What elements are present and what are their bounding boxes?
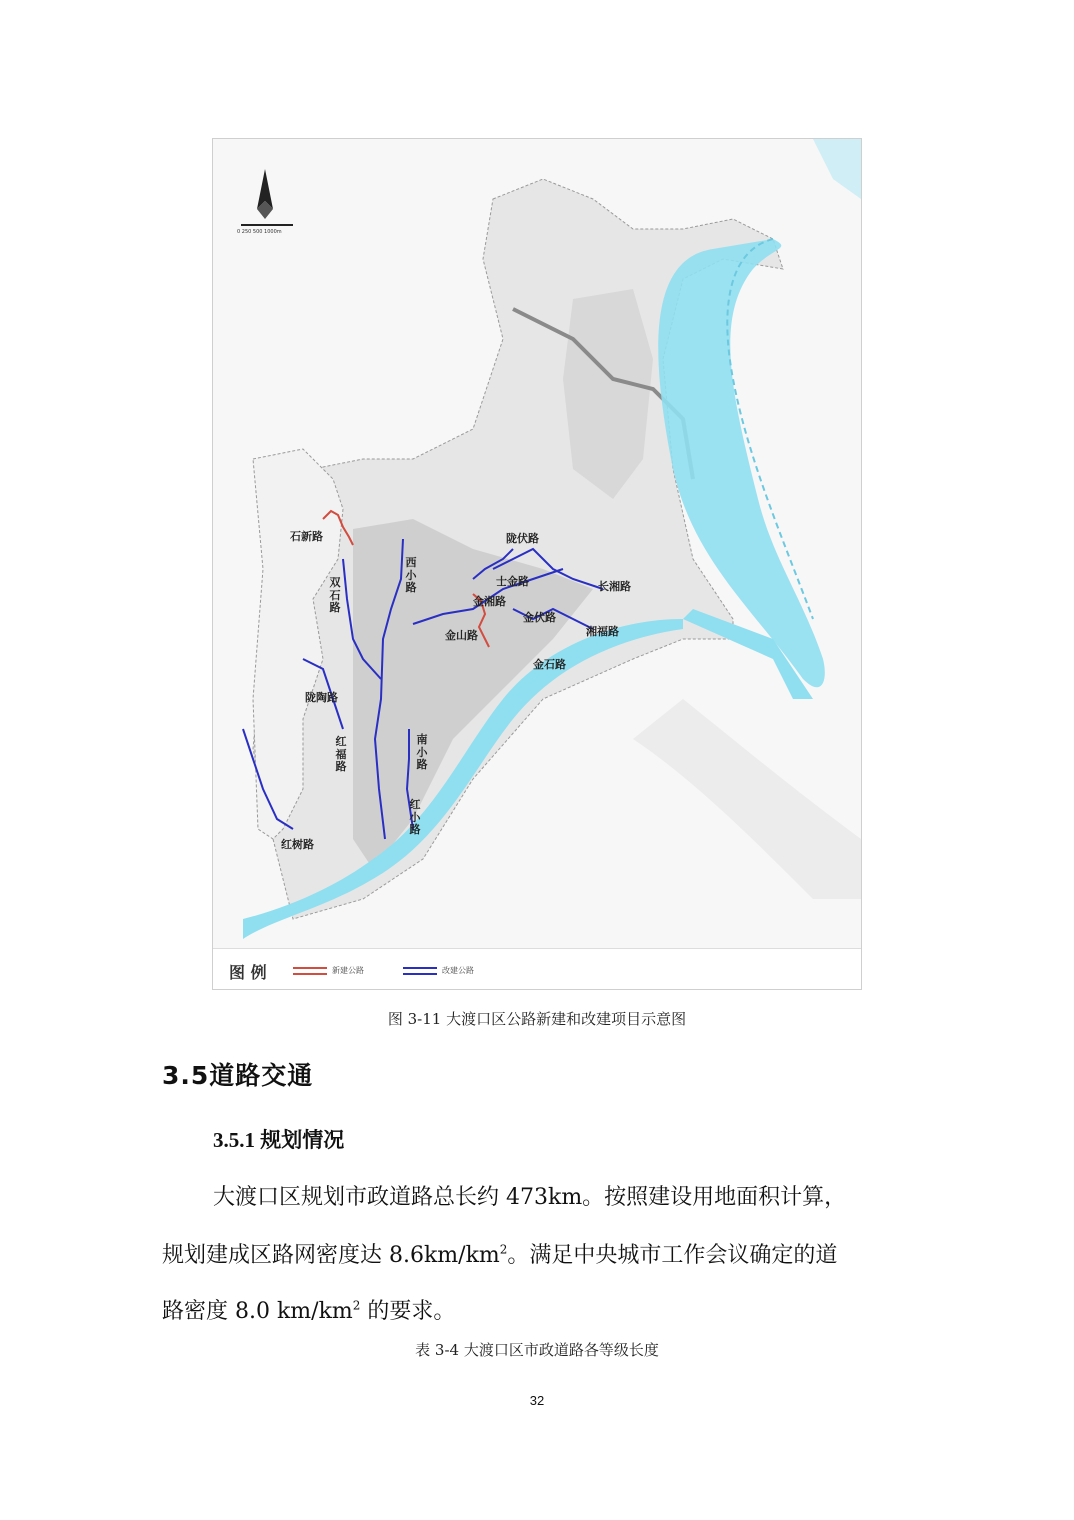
road-label-shuangshi: 双石路 [329,576,341,615]
legend-new-road [293,965,364,976]
rebuilt-road-swatch [403,967,437,975]
paragraph-line-2-part-b: 。满足中央城市工作会议确定的道 [507,1243,838,1268]
road-label-shijin: 士金路 [496,575,529,588]
paragraph-line-3 [162,1294,455,1325]
figure-caption: 图 3-11 大渡口区公路新建和改建项目示意图 [387,1010,687,1028]
road-label-jinshi: 金石路 [533,658,566,671]
legend-new-road-label: 新建公路 [332,966,364,975]
legend-rebuilt-road-label: 改建公路 [442,966,474,975]
road-label-changxiang: 长湘路 [598,580,631,593]
section-heading: 3.5道路交通 [162,1061,314,1090]
superscript: 2 [499,1242,508,1257]
road-label-xiangfu: 湘福路 [586,625,619,638]
paragraph-line-1: 大渡口区规划市政道路总长约 473km。按照建设用地面积计算， [213,1185,847,1210]
road-label-jinfu: 金伏路 [523,611,556,624]
road-label-hongshu: 红树路 [281,838,314,851]
subsection-heading: 3.5.1 规划情况 [213,1128,345,1152]
page-number: 32 [529,1393,545,1408]
paragraph-line-3-part-b: 的要求。 [360,1299,456,1324]
road-map-figure [212,138,862,990]
paragraph-line-2 [162,1238,837,1269]
road-label-longtao: 陇陶路 [305,691,338,704]
legend-rebuilt-road [403,965,474,976]
superscript: 2 [352,1298,361,1313]
road-label-hongxiao: 红小路 [409,798,421,837]
map-canvas [213,139,861,989]
road-label-nanxiao: 南小路 [416,733,428,772]
road-label-longfu: 陇伏路 [506,532,539,545]
new-road-swatch [293,967,327,975]
table-caption: 表 3-4 大渡口区市政道路各等级长度 [415,1341,659,1359]
road-label-jinshan: 金山路 [445,629,478,642]
legend-title: 图 例 [229,963,267,982]
road-label-hongfu: 红福路 [335,735,347,774]
road-label-shixin: 石新路 [290,530,323,543]
map-legend [213,948,861,989]
paragraph-line-3-part-a: 路密度 8.0 km/km [162,1299,353,1324]
road-label-jinxiang: 金湘路 [473,595,506,608]
scale-bar-text: 0 250 500 1000m [237,229,282,235]
road-label-xixiao: 西小路 [405,556,417,595]
paragraph-line-2-part-a: 规划建成区路网密度达 8.6km/km [162,1243,500,1268]
